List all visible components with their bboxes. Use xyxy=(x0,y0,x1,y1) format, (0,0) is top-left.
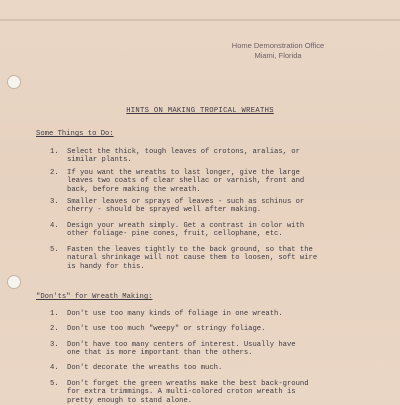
paper-fold-line xyxy=(0,19,400,21)
office-letterhead xyxy=(228,41,328,61)
list-item-number: 5. xyxy=(50,246,59,254)
list-item-number: 3. xyxy=(50,198,59,206)
list-item-number: 1. xyxy=(50,310,59,318)
office-location: Miami, Florida xyxy=(254,51,302,60)
document-title: HINTS ON MAKING TROPICAL WREATHS xyxy=(126,107,274,115)
list-item-text: Design your wreath simply. Get a contrast in color with other foliage- pine cones, fruit, cellophane, etc. xyxy=(67,222,305,239)
list-item-number: 3. xyxy=(50,341,59,349)
list-item-number: 4. xyxy=(50,222,59,230)
list-item-number: 2. xyxy=(50,325,59,333)
punch-hole-top xyxy=(7,75,21,89)
list-item-text: Don't use too much "weepy" or stringy foliage. xyxy=(67,325,266,333)
list-item-text: Fasten the leaves tightly to the back ground, so that the natural shrinkage will not cause them to loosen, soft wire is handy for this. xyxy=(67,246,318,271)
list-item-text: Don't have too many centers of interest. Usually have one that is more important than the others. xyxy=(67,341,296,358)
list-item-number: 2. xyxy=(50,169,59,177)
punch-hole-bottom xyxy=(7,275,21,289)
list-item-text: Don't decorate the wreaths too much. xyxy=(67,364,223,372)
list-item-text: Don't use too many kinds of foliage in one wreath. xyxy=(67,310,283,318)
list-item-number: 5. xyxy=(50,380,59,388)
section-heading-donts: "Don'ts" for Wreath Making: xyxy=(36,293,153,301)
list-item-number: 4. xyxy=(50,364,59,372)
list-item-text: If you want the wreaths to last longer, give the large leaves two coats of clear shellac or varnish, front and back, before making the wreath. xyxy=(67,169,305,194)
section-heading-things-to-do: Some Things to Do: xyxy=(36,130,114,138)
list-item-text: Select the thick, tough leaves of crotons, aralias, or similar plants. xyxy=(67,148,300,165)
list-item-text: Smaller leaves or sprays of leaves - such as schinus or cherry - should be sprayed well after making. xyxy=(67,198,305,215)
office-name: Home Demonstration Office xyxy=(231,41,325,50)
list-item-number: 1. xyxy=(50,148,59,156)
list-item-text: Don't forget the green wreaths make the best back-ground for extra trimmings. A multi-colored croton wreath is pretty enough to stand alone. xyxy=(67,380,309,405)
